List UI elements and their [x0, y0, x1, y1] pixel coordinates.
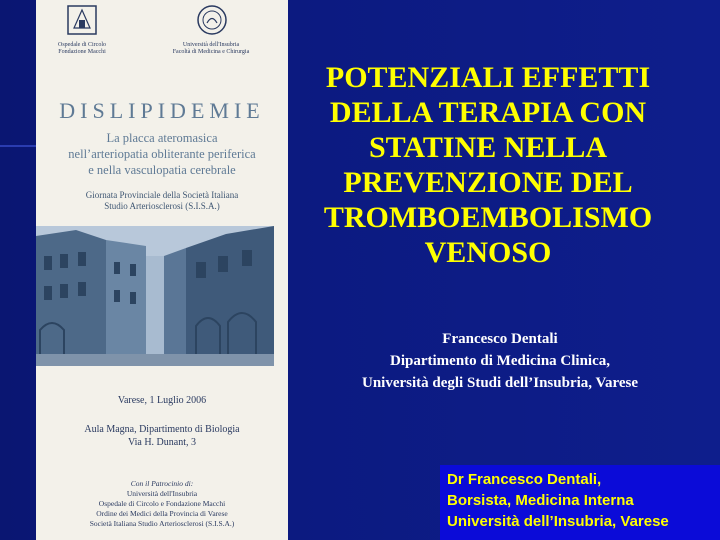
author-name: Francesco Dentali	[442, 331, 558, 347]
hospital-logo-icon	[66, 4, 98, 36]
hospital-caption-line-2: Fondazione Macchi	[58, 49, 106, 55]
hospital-logo-caption	[37, 42, 127, 56]
brochure-event-line: Studio Arteriosclerosi (S.I.S.A.)	[104, 201, 220, 211]
title-line: TROMBOEMBOLISMO	[323, 201, 653, 234]
presenter-affiliation: Università dell’Insubria, Varese	[447, 513, 669, 530]
author-university: Università degli Studi dell’Insubria, Varese	[361, 375, 638, 391]
university-caption-line-1: Università dell'Insubria	[182, 42, 240, 48]
university-seal-icon	[196, 4, 228, 36]
brochure-subtitle-line: e nella vasculopatia cerebrale	[88, 163, 236, 177]
brochure-venue	[36, 423, 288, 449]
brochure-title: DISLIPIDEMIE	[59, 98, 265, 123]
street-photo	[36, 226, 274, 366]
brochure-event-line: Giornata Provinciale della Società Italiana	[85, 190, 239, 200]
brochure-venue-line: Via H. Dunant, 3	[128, 437, 196, 448]
brochure-subtitle	[36, 130, 288, 178]
patron-item: Ordine dei Medici della Provincia di Varese	[96, 509, 228, 518]
brochure-image	[36, 0, 288, 540]
presenter-name: Dr Francesco Dentali,	[447, 471, 602, 488]
patron-item: Società Italiana Studio Arteriosclerosi (S.I.S.A.)	[89, 519, 235, 528]
author-department: Dipartimento di Medicina Clinica,	[390, 353, 610, 369]
author-block	[300, 328, 700, 394]
brochure-subtitle-line: nell’arteriopatia obliterante periferica	[68, 147, 256, 161]
brochure-date: Varese, 1 Luglio 2006	[117, 395, 207, 406]
title-line: VENOSO	[424, 236, 552, 269]
title-line: PREVENZIONE DEL	[343, 166, 633, 199]
title-line: DELLA TERAPIA CON	[329, 96, 647, 129]
presenter-role: Borsista, Medicina Interna	[447, 492, 634, 509]
university-caption-line-2: Facoltà di Medicina e Chirurgia	[172, 49, 250, 55]
patron-list	[36, 489, 288, 529]
presenter-name-box	[440, 465, 720, 540]
slide-title	[288, 60, 688, 270]
title-line: STATINE NELLA	[368, 131, 608, 164]
brochure-venue-line: Aula Magna, Dipartimento di Biologia	[84, 424, 240, 435]
hospital-caption-line-1: Ospedale di Circolo	[58, 42, 106, 48]
patron-item: Ospedale di Circolo e Fondazione Macchi	[98, 499, 226, 508]
brochure-event	[36, 190, 288, 212]
logos	[36, 0, 288, 64]
patronage-heading: Con il Patrocinio di:	[130, 479, 194, 488]
brochure-subtitle-line: La placca ateromasica	[106, 131, 218, 145]
university-logo-caption	[166, 42, 256, 56]
patron-item: Università dell'Insubria	[126, 489, 198, 498]
title-line: POTENZIALI EFFETTI	[325, 61, 651, 94]
accent-line	[0, 145, 40, 147]
